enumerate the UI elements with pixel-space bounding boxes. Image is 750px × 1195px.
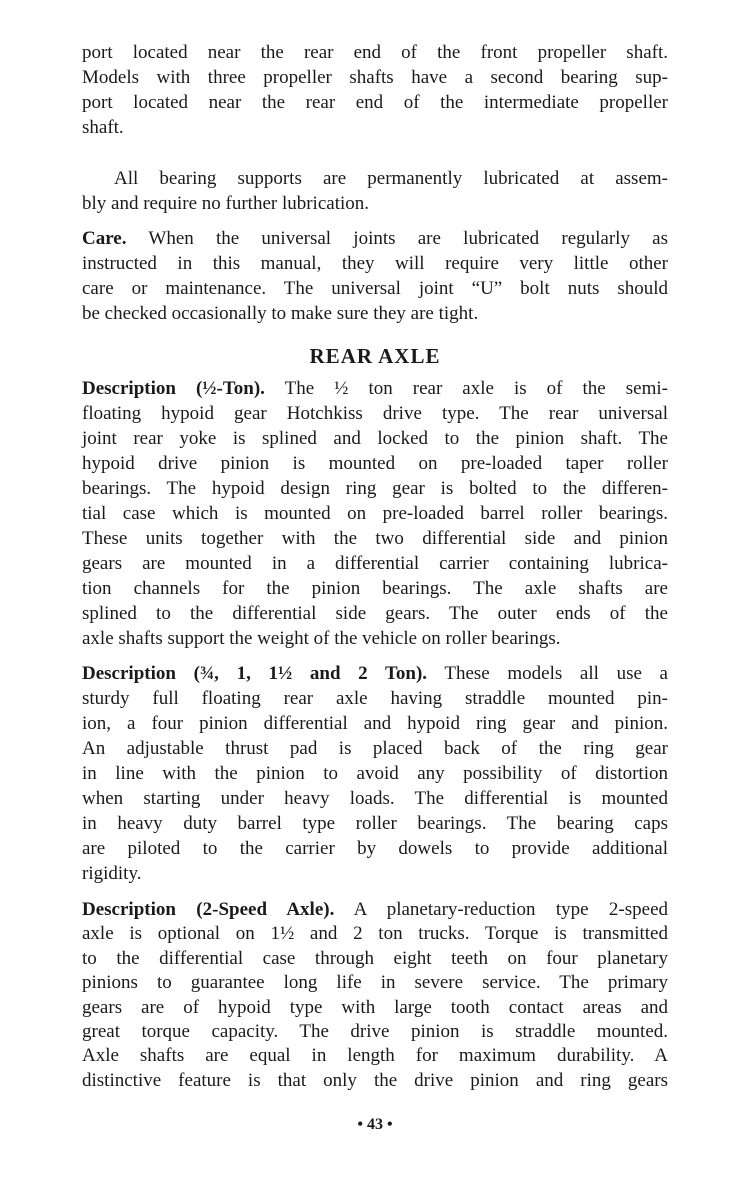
text-line: to the differential case through eight teeth on four planetary — [82, 947, 668, 969]
text-line — [82, 898, 668, 922]
text-line: pinions to guarantee long life in severe service. The primary — [82, 972, 668, 994]
paragraph — [82, 376, 668, 651]
text-line — [82, 226, 668, 251]
text-line: sturdy full floating rear axle having straddle mounted pin- — [82, 688, 668, 709]
text-line: care or maintenance. The universal joint “U” bolt nuts should — [82, 278, 668, 299]
line-text: These models all use a — [427, 663, 668, 684]
paragraph-lead: Description (¾, 1, 1½ and 2 Ton). — [82, 663, 428, 684]
text-line: tion channels for the pinion bearings. The axle shafts are — [82, 578, 668, 599]
text-line: be checked occasionally to make sure they are tight. — [82, 303, 479, 324]
text-line: are piloted to the carrier by dowels to provide additional — [82, 838, 668, 859]
text-line: An adjustable thrust pad is placed back of the ring gear — [82, 738, 668, 759]
section-heading: REAR AXLE — [309, 344, 441, 368]
paragraph-lead: Care. — [82, 228, 127, 249]
line-text: A planetary-reduction type 2-speed — [334, 899, 669, 920]
text-line: in heavy duty barrel type roller bearings. The bearing caps — [82, 813, 668, 834]
text-line: These units together with the two differential side and pinion — [82, 528, 668, 549]
text-line: rigidity. — [82, 863, 142, 884]
text-line: joint rear yoke is splined and locked to the pinion shaft. The — [82, 428, 668, 449]
text-line: axle is optional on 1½ and 2 ton trucks. Torque is transmitted — [82, 923, 668, 945]
text-line: axle shafts support the weight of the vehicle on roller bearings. — [82, 628, 561, 649]
paragraph — [82, 661, 668, 886]
text-line: splined to the differential side gears. The outer ends of the — [82, 603, 668, 624]
text-line: distinctive feature is that only the drive pinion and ring gears — [82, 1069, 668, 1091]
text-line: floating hypoid gear Hotchkiss drive type. The rear universal — [82, 403, 668, 424]
text-line: All bearing supports are permanently lubricated at assem- — [114, 168, 668, 189]
paragraph — [82, 898, 668, 1093]
paragraph — [82, 40, 668, 140]
text-line: gears are mounted in a differential carrier containing lubrica- — [82, 553, 668, 574]
text-line: bly and require no further lubrication. — [82, 193, 370, 214]
paragraph-lead: Description (2-Speed Axle). — [82, 899, 335, 920]
text-line: great torque capacity. The drive pinion is straddle mounted. — [82, 1020, 668, 1042]
text-line: port located near the rear end of the intermediate propeller — [82, 92, 668, 113]
text-line: bearings. The hypoid design ring gear is bolted to the differen- — [82, 478, 668, 499]
page-number: • 43 • — [357, 1116, 393, 1133]
text-line: when starting under heavy loads. The differential is mounted — [82, 788, 668, 809]
text-line: tial case which is mounted on pre-loaded barrel roller bearings. — [82, 503, 668, 524]
text-line: hypoid drive pinion is mounted on pre-loaded taper roller — [82, 453, 668, 474]
paragraph-lead: Description (½-Ton). — [82, 378, 265, 399]
line-text: The ½ ton rear axle is of the semi- — [264, 378, 668, 399]
text-line: ion, a four pinion differential and hypoid ring gear and pinion. — [82, 713, 668, 734]
line-text: When the universal joints are lubricated regularly as — [126, 228, 668, 249]
text-line: instructed in this manual, they will require very little other — [82, 253, 668, 274]
paragraph — [82, 166, 668, 216]
text-line: in line with the pinion to avoid any possibility of distortion — [82, 763, 668, 784]
paragraph — [82, 226, 668, 326]
text-line: shaft. — [82, 117, 124, 138]
text-line — [82, 376, 668, 401]
text-line: Axle shafts are equal in length for maximum durability. A — [82, 1045, 668, 1067]
text-line — [82, 661, 668, 686]
text-line: port located near the rear end of the front propeller shaft. — [82, 42, 668, 63]
text-line: Models with three propeller shafts have a second bearing sup- — [82, 67, 668, 88]
text-line: gears are of hypoid type with large tooth contact areas and — [82, 996, 668, 1018]
